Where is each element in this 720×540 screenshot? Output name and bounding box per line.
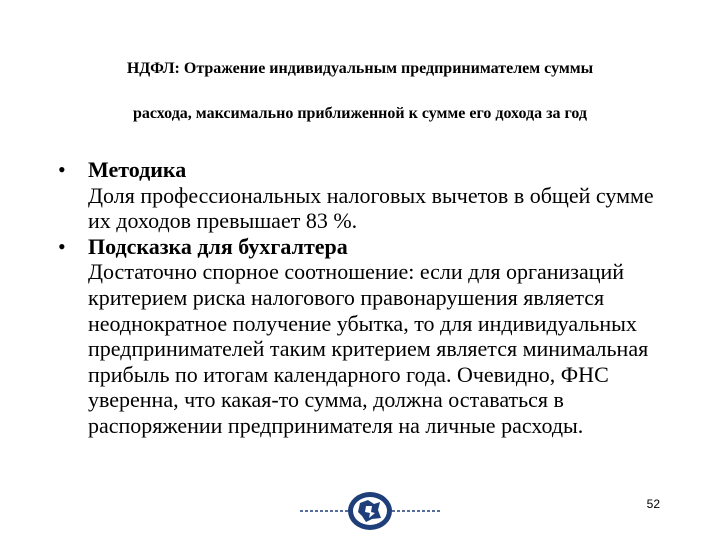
bullet-item-methodology [56,157,676,234]
bullet-heading-methodology: Методика [88,157,187,182]
bullet-marker: • [58,157,66,182]
bullet-text-methodology: Доля профессиональных налоговых вычетов в общей сумме их доходов превышает 83 %. [88,182,654,234]
emblem-logo-icon [298,488,442,534]
bullet-heading-accountant-hint: Подсказка для бухгалтера [88,233,348,259]
slide-title-line-1: НДФЛ: Отражение индивидуальным предпринимателем суммы [126,60,594,77]
slide-title-line-2: расхода, максимально приближенной к сумме его дохода за год [132,105,588,122]
bullet-marker: • [58,233,66,259]
bullet-text-accountant-hint: Достаточно спорное соотношение: если для организаций критерием риска налогового правонарушения является неоднократное получение убытка, то для индивидуальных предпринимателей таким критерием является минимальная прибыль по итогам календарного года. Очевидно, ФНС уверенна, что какая-то сумма, должна оставаться в распоряжении предпринимателя на личные расходы. [88,259,649,438]
page-number: 52 [646,497,660,511]
bullet-item-accountant-hint [56,234,676,439]
bullet-list [56,157,676,439]
